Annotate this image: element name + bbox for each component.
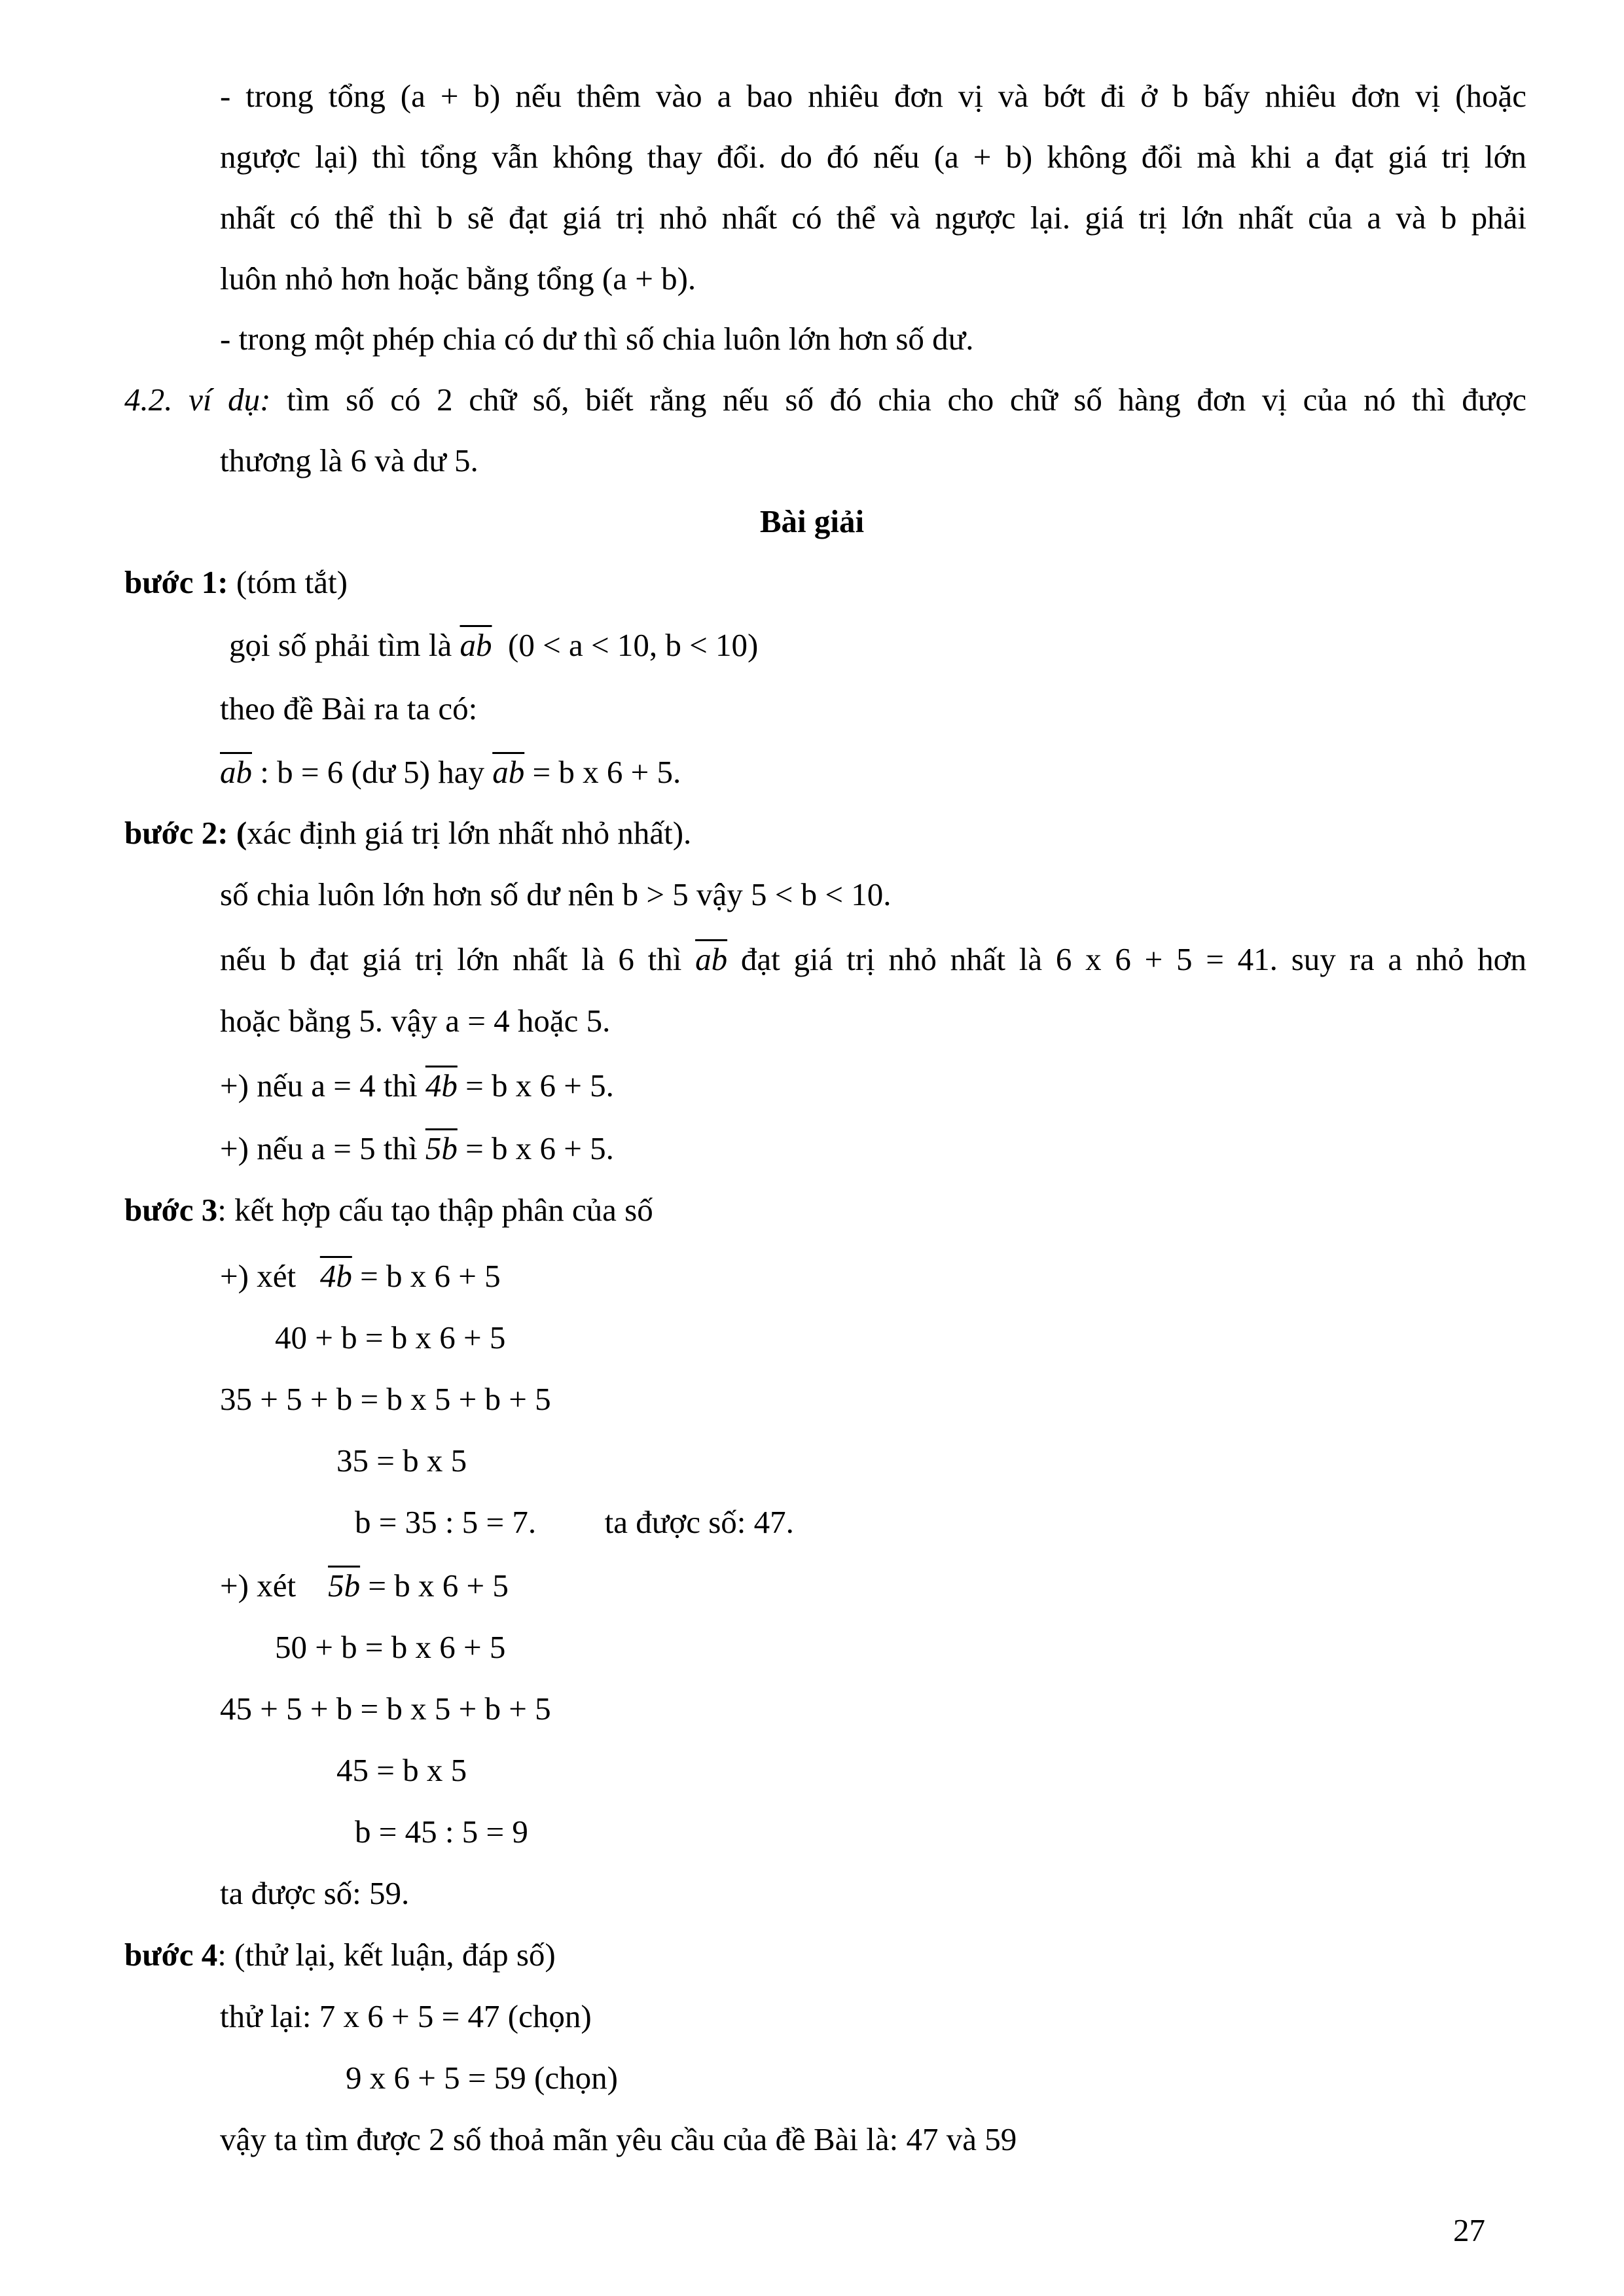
step3-b-line-5: b = 45 : 5 = 9 — [355, 1814, 528, 1850]
step3-label: bước 3 — [124, 1192, 218, 1228]
example-line-2: thương là 6 và dư 5. — [220, 442, 478, 478]
step3-a-line-1 — [220, 1257, 501, 1296]
step1-line-1 — [229, 626, 758, 665]
step2-line-5 — [220, 1129, 614, 1168]
step3-a-eq: = b x 6 + 5 — [360, 1258, 501, 1294]
page-number: 27 — [1453, 2212, 1485, 2248]
step4-title: : (thử lại, kết luận, đáp số) — [217, 1937, 556, 1973]
step2-case-a4-pre: +) nếu a = 4 thì — [220, 1067, 418, 1103]
step3-a-line-5 — [355, 1503, 794, 1542]
step2-line-1: số chia luôn lớn hơn số dư nên b > 5 vậy 5 < b < 10. — [220, 876, 892, 912]
step3-b-line-4: 45 = b x 5 — [336, 1752, 467, 1788]
example-label: 4.2. ví dụ: — [124, 382, 271, 418]
step4-heading — [124, 1935, 556, 1975]
overline-4b: 4b — [425, 1067, 458, 1103]
step3-b-line-2: 50 + b = b x 6 + 5 — [275, 1629, 506, 1665]
step3-a-line-2: 40 + b = b x 6 + 5 — [275, 1319, 506, 1355]
intro-line-1: - trong tổng (a + b) nếu thêm vào a bao nhiêu đơn vị và bớt đi ở b bấy nhiêu đơn vị (hoặc — [220, 78, 1526, 114]
step4-line-2: 9 x 6 + 5 = 59 (chọn) — [346, 2060, 618, 2096]
overline-ab: $\overline{ab}$ — [492, 754, 525, 790]
step3-title: : kết hợp cấu tạo thập phân của số — [217, 1192, 653, 1228]
step1-text-pre: gọi số phải tìm là — [229, 627, 452, 663]
intro-line-2: ngược lại) thì tổng vẫn không thay đổi. do đó nếu (a + b) không đổi mà khi a đạt giá trị lớn — [220, 139, 1526, 175]
step3-a-line-4: 35 = b x 5 — [336, 1443, 467, 1479]
step2-case-a5-post: = b x 6 + 5. — [465, 1130, 614, 1166]
step2-case-a5-pre: +) nếu a = 5 thì — [220, 1130, 418, 1166]
step1-text-post: (0 < a < 10, b < 10) — [508, 627, 759, 663]
overline-5b: 5b — [425, 1130, 458, 1166]
step2-case-a4-post: = b x 6 + 5. — [465, 1067, 614, 1103]
step2-text-post: đạt giá trị nhỏ nhất là 6 x 6 + 5 = 41. suy ra a nhỏ hơn — [740, 941, 1527, 977]
step2-line-2 — [220, 940, 1526, 979]
step3-heading — [124, 1191, 653, 1230]
step1-text-mid: : b = 6 (dư 5) hay — [260, 754, 484, 790]
step2-text-pre: nếu b đạt giá trị lớn nhất là 6 thì — [220, 941, 682, 977]
step1-heading — [124, 563, 348, 602]
example-text-1: tìm số có 2 chữ số, biết rằng nếu số đó chia cho chữ số hàng đơn vị của nó thì được — [287, 382, 1527, 418]
step2-line-4 — [220, 1066, 614, 1105]
step3-b-eq: = b x 6 + 5 — [368, 1568, 509, 1604]
step1-text-end: = b x 6 + 5. — [532, 754, 681, 790]
step3-a-result-eq: b = 35 : 5 = 7. — [355, 1504, 537, 1540]
step3-a-result: ta được số: 47. — [604, 1504, 794, 1540]
step2-label: bước 2: ( — [124, 815, 247, 851]
step1-line-2: theo đề Bài ra ta có: — [220, 691, 478, 726]
step2-heading — [124, 814, 691, 853]
example-line-1 — [124, 380, 1526, 420]
step1-label: bước 1: — [124, 564, 228, 600]
overline-ab: $\overline{ab}$ — [695, 941, 728, 977]
step4-line-1: thử lại: 7 x 6 + 5 = 47 (chọn) — [220, 1998, 592, 2034]
step3-a-xet: +) xét — [220, 1258, 297, 1294]
intro-line-3: nhất có thể thì b sẽ đạt giá trị nhỏ nhất có thể và ngược lại. giá trị lớn nhất của a và b phải — [220, 200, 1526, 236]
solution-title: Bài giải — [759, 503, 865, 539]
step3-b-xet: +) xét — [220, 1568, 297, 1604]
intro-line-5: - trong một phép chia có dư thì số chia luôn lớn hơn số dư. — [220, 321, 974, 357]
overline-4b: 4b — [319, 1258, 352, 1294]
step3-a-line-3: 35 + 5 + b = b x 5 + b + 5 — [220, 1381, 551, 1417]
step1-line-3 — [220, 753, 681, 792]
intro-line-4: luôn nhỏ hơn hoặc bằng tổng (a + b). — [220, 260, 696, 296]
step3-b-line-3: 45 + 5 + b = b x 5 + b + 5 — [220, 1691, 551, 1727]
overline-5b: 5b — [328, 1568, 361, 1604]
step4-line-3: vậy ta tìm được 2 số thoả mãn yêu cầu của đề Bài là: 47 và 59 — [220, 2121, 1017, 2157]
step1-title: (tóm tắt) — [236, 564, 348, 600]
step4-label: bước 4 — [124, 1937, 218, 1973]
step2-line-3: hoặc bằng 5. vậy a = 4 hoặc 5. — [220, 1003, 611, 1039]
overline-ab: $\overline{ab}$ — [460, 627, 492, 663]
step3-b-line-1 — [220, 1566, 509, 1605]
step3-b-line-6: ta được số: 59. — [220, 1875, 410, 1911]
overline-ab: $\overline{ab}$ — [220, 754, 252, 790]
step2-title: xác định giá trị lớn nhất nhỏ nhất). — [247, 815, 692, 851]
